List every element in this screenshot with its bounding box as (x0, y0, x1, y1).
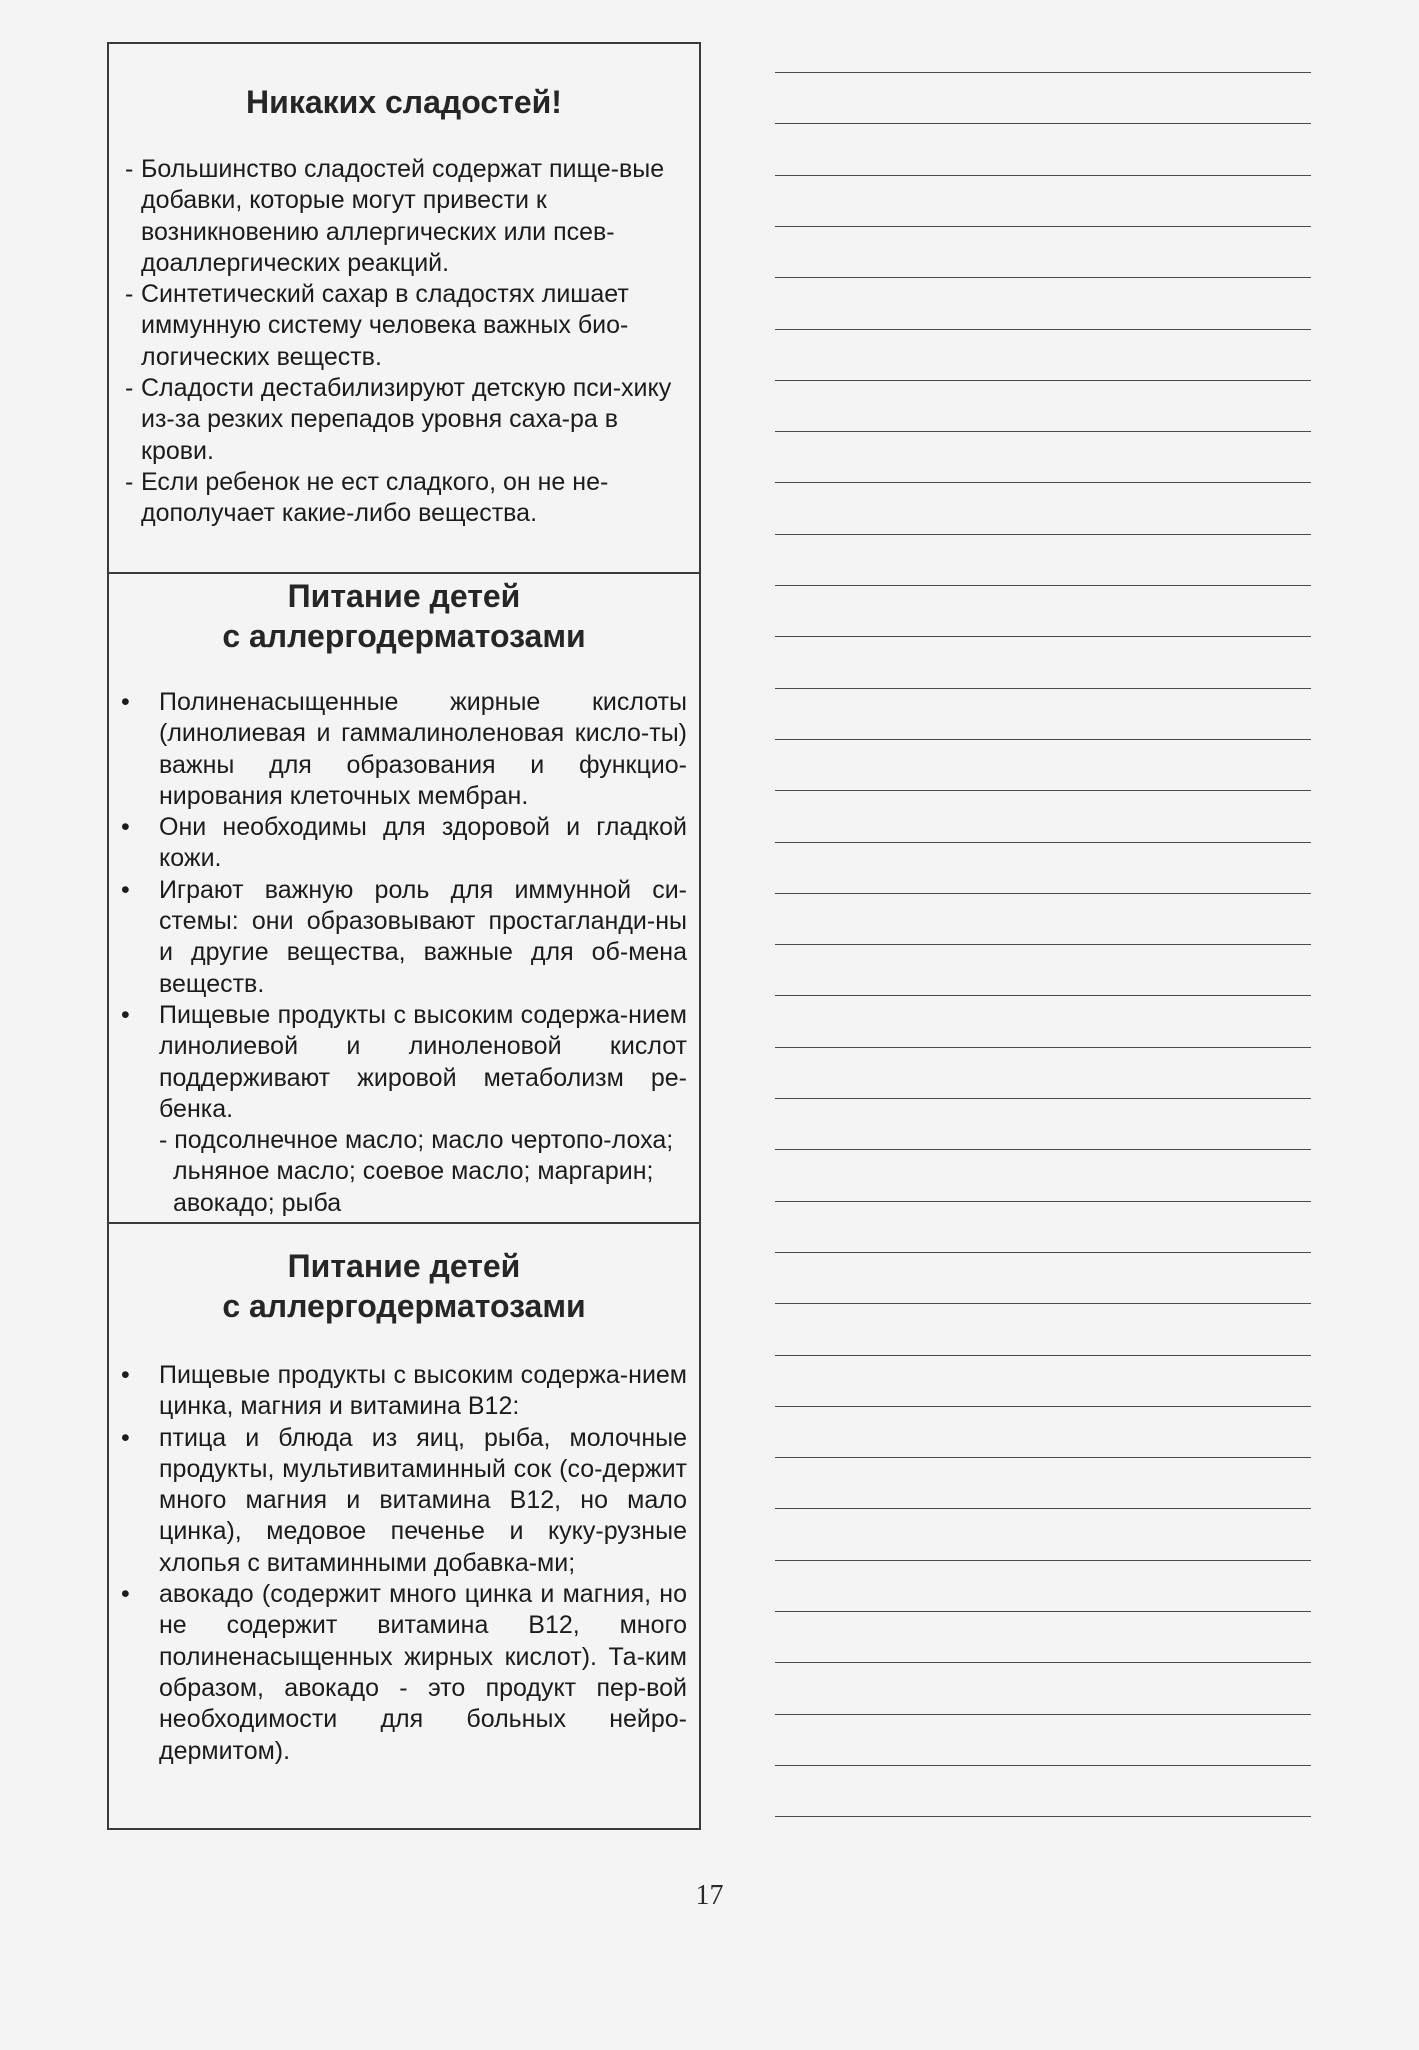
section-no-sweets (109, 44, 699, 572)
note-line (775, 1355, 1311, 1356)
note-line (775, 790, 1311, 791)
list-item-text: Если ребенок не ест сладкого, он не не-дополучает какие-либо вещества. (141, 467, 609, 528)
note-line (775, 1149, 1311, 1150)
bullet-marker: • (121, 1580, 130, 1609)
note-line (775, 123, 1311, 124)
section-title (109, 1224, 699, 1326)
note-line (775, 277, 1311, 278)
list-item-text: Пищевые продукты с высоким содержа-нием линолиевой и линоленовой кислот поддерживают жировой метаболизм ре-бенка. (159, 1000, 687, 1123)
list-item (121, 1360, 687, 1423)
list-item (121, 1423, 687, 1579)
note-line (775, 1508, 1311, 1509)
list-item-text: Большинство сладостей содержат пище-вые добавки, которые могут привести к возникновению аллергических или псев-доаллергических реакций. (141, 155, 665, 277)
list-item (121, 1579, 687, 1767)
list-marker: - (125, 467, 134, 496)
list-marker: - (125, 374, 134, 403)
note-line (775, 1406, 1311, 1407)
note-line (775, 1047, 1311, 1048)
list-item-text: Они необходимы для здоровой и гладкой кожи. (159, 813, 687, 873)
note-line (775, 1765, 1311, 1766)
list-item-text: авокадо (содержит много цинка и магния, но не содержит витамина В12, много полиненасыщенных жирных кислот). Та-ким образом, авокадо - это продукт пер-вой необходимости для больных нейро-дермитом). (159, 1580, 687, 1765)
list-item-text: Сладости дестабилизируют детскую пси-хику из-за резких перепадов уровня саха-ра в крови. (141, 374, 672, 465)
list-item-text: Играют важную роль для иммунной си-стемы: они образовывают простагланди-ны и другие вещества, важные для об-мена веществ. (159, 875, 687, 998)
note-line (775, 329, 1311, 330)
note-line (775, 842, 1311, 843)
note-line (775, 175, 1311, 176)
note-line (775, 1252, 1311, 1253)
list-sub-item: - подсолнечное масло; масло чертопо-лоха; льняное масло; соевое масло; маргарин; авокадо; рыба (159, 1126, 674, 1217)
note-line (775, 1457, 1311, 1458)
list-marker: - (125, 280, 134, 309)
note-line (775, 482, 1311, 483)
note-line (775, 1201, 1311, 1202)
note-line (775, 688, 1311, 689)
section-title-line: Питание детей (287, 578, 521, 614)
list-item (121, 812, 687, 875)
section-zinc-magnesium (109, 1222, 699, 1830)
bullet-marker: • (121, 1000, 130, 1029)
bullet-list (121, 1360, 687, 1767)
note-line (775, 739, 1311, 740)
list-item (121, 687, 687, 812)
note-line (775, 636, 1311, 637)
list-item-text: Полиненасыщенные жирные кислоты (линолиевая и гаммалиноленовая кисло-ты) важны для образования и функцио-нирования клеточных мембран. (159, 688, 687, 810)
section-title-line: Никаких сладостей! (246, 84, 562, 120)
list-item (121, 1000, 687, 1219)
note-lines (775, 72, 1311, 1842)
note-line (775, 226, 1311, 227)
note-line (775, 534, 1311, 535)
bullet-marker: • (121, 1361, 130, 1389)
note-line (775, 1303, 1311, 1304)
list-item (121, 875, 687, 1000)
bullet-marker: • (121, 875, 130, 904)
section-title (109, 574, 699, 656)
list-item (125, 467, 679, 530)
list-item-text: Пищевые продукты с высоким содержа-нием цинка, магния и витамина В12: (159, 1361, 687, 1421)
note-line (775, 1662, 1311, 1663)
note-line (775, 431, 1311, 432)
list-item (125, 373, 679, 467)
bullet-marker: • (121, 1423, 130, 1452)
info-box (107, 42, 701, 1830)
section-title-line: с аллергодерматозами (222, 1288, 586, 1324)
note-line (775, 1611, 1311, 1612)
list-item-text: Синтетический сахар в сладостях лишает иммунную систему человека важных био-логических веществ. (141, 280, 629, 371)
bullet-marker: • (121, 688, 130, 716)
note-line (775, 1816, 1311, 1817)
section-title-line: с аллергодерматозами (222, 618, 586, 654)
list-item (125, 279, 679, 373)
list-item-text: птица и блюда из яиц, рыба, молочные продукты, мультивитаминный сок (со-держит много магния и витамина В12, но мало цинка), медовое печенье и куку-рузные хлопья с витаминными добавка-ми; (159, 1423, 687, 1577)
section-fatty-acids (109, 572, 699, 1222)
section-title-line: Питание детей (287, 1248, 521, 1284)
note-line (775, 72, 1311, 73)
note-line (775, 995, 1311, 996)
section-title (109, 44, 699, 122)
note-line (775, 893, 1311, 894)
note-line (775, 1560, 1311, 1561)
note-line (775, 1714, 1311, 1715)
bullet-list (121, 687, 687, 1219)
list-item (125, 154, 679, 279)
note-line (775, 1098, 1311, 1099)
note-line (775, 585, 1311, 586)
dash-list (125, 154, 679, 530)
note-line (775, 380, 1311, 381)
note-line (775, 944, 1311, 945)
bullet-marker: • (121, 813, 130, 842)
page-number: 17 (695, 1880, 724, 1911)
list-marker: - (125, 155, 134, 183)
